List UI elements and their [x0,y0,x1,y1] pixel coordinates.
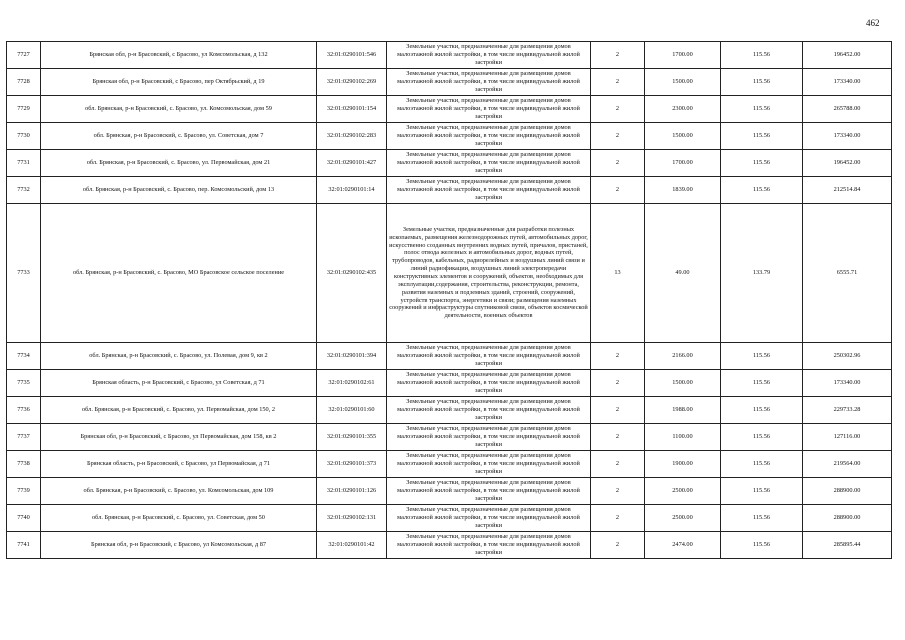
land-use-cell: Земельные участки, предназначенные для размещения домов малоэтажной жилой застройки, в том числе индивидуальной жилой застройки [387,478,591,505]
address-cell: Брянская обл, р-н Брасовский, с Брасово, ул Комсомольская, д 132 [41,42,317,69]
table-row [7,451,892,478]
address-cell: обл. Брянская, р-н Брасовский, с. Брасово, пер. Комсомольский, дом 13 [41,177,317,204]
table-row [7,123,892,150]
cadastral-number-cell: 32:01:0290101:394 [317,343,387,370]
category-code-cell: 2 [591,505,645,532]
cadastral-value-cell: 285895.44 [803,532,892,559]
land-use-cell: Земельные участки, предназначенные для разработки полезных ископаемых, размещения железнодорожных путей, автомобильных дорог, искусственно созданных внутренних водных путей, причалов, пристаней, полос отвода железных и автомобильных дорог, водных путей, трубопроводов, кабельных, радиорелейных и воздушных линий связи и линий радиофикации, воздушных линий электропередачи конструктивных элементов и сооружений, объектов, необходимых для эксплуатации,содержания, строительства, реконструкции, ремонта, развития наземных и подземных зданий, строений, сооружений, устройств транспорта, энергетики и связи; размещения наземных сооружений и инфраструктуры спутниковой связи, объектов космической деятельности, военных объектов [387,204,591,343]
category-code-cell: 2 [591,150,645,177]
row-number: 7728 [7,69,41,96]
specific-value-cell: 115.56 [721,397,803,424]
land-use-cell: Земельные участки, предназначенные для размещения домов малоэтажной жилой застройки, в том числе индивидуальной жилой застройки [387,532,591,559]
address-cell: обл. Брянская, р-н Брасовский, с. Брасово, ул. Комсомольская, дом 59 [41,96,317,123]
table-row [7,505,892,532]
cadastral-value-cell: 229733.28 [803,397,892,424]
land-use-cell: Земельные участки, предназначенные для размещения домов малоэтажной жилой застройки, в том числе индивидуальной жилой застройки [387,370,591,397]
cadastral-number-cell: 32:01:0290101:373 [317,451,387,478]
table-row [7,150,892,177]
cadastral-value-cell: 196452.00 [803,42,892,69]
address-cell: Брянская обл, р-н Брасовский, с Брасово, ул Комсомольская, д 87 [41,532,317,559]
cadastral-value-cell: 250302.96 [803,343,892,370]
cadastral-value-cell: 127116.00 [803,424,892,451]
table-row [7,42,892,69]
land-use-cell: Земельные участки, предназначенные для размещения домов малоэтажной жилой застройки, в том числе индивидуальной жилой застройки [387,343,591,370]
cadastral-number-cell: 32:01:0290102:283 [317,123,387,150]
category-code-cell: 2 [591,397,645,424]
area-cell: 2500.00 [645,505,721,532]
cadastral-number-cell: 32:01:0290102:61 [317,370,387,397]
cadastral-number-cell: 32:01:0290101:154 [317,96,387,123]
category-code-cell: 2 [591,478,645,505]
table-row [7,343,892,370]
table-row [7,478,892,505]
cadastral-number-cell: 32:01:0290102:269 [317,69,387,96]
row-number: 7727 [7,42,41,69]
specific-value-cell: 115.56 [721,505,803,532]
area-cell: 1500.00 [645,69,721,96]
specific-value-cell: 115.56 [721,177,803,204]
table-row [7,177,892,204]
table-row [7,532,892,559]
specific-value-cell: 115.56 [721,69,803,96]
category-code-cell: 2 [591,177,645,204]
area-cell: 1100.00 [645,424,721,451]
row-number: 7741 [7,532,41,559]
specific-value-cell: 115.56 [721,424,803,451]
table-row [7,69,892,96]
area-cell: 1700.00 [645,150,721,177]
land-use-cell: Земельные участки, предназначенные для размещения домов малоэтажной жилой застройки, в том числе индивидуальной жилой застройки [387,69,591,96]
land-use-cell: Земельные участки, предназначенные для размещения домов малоэтажной жилой застройки, в том числе индивидуальной жилой застройки [387,42,591,69]
address-cell: обл. Брянская, р-н Брасовский, с. Брасово, ул. Комсомольская, дом 109 [41,478,317,505]
area-cell: 1700.00 [645,42,721,69]
row-number: 7733 [7,204,41,343]
cadastral-value-cell: 173340.00 [803,370,892,397]
address-cell: Брянская область, р-н Брасовский, с Брасово, ул Советская, д 71 [41,370,317,397]
cadastral-number-cell: 32:01:0290102:435 [317,204,387,343]
cadastral-number-cell: 32:01:0290101:14 [317,177,387,204]
cadastral-value-cell: 265788.00 [803,96,892,123]
specific-value-cell: 115.56 [721,343,803,370]
specific-value-cell: 115.56 [721,123,803,150]
area-cell: 1988.00 [645,397,721,424]
category-code-cell: 2 [591,343,645,370]
cadastral-number-cell: 32:01:0290101:42 [317,532,387,559]
area-cell: 49.00 [645,204,721,343]
cadastral-number-cell: 32:01:0290101:546 [317,42,387,69]
cadastral-value-cell: 219564.00 [803,451,892,478]
specific-value-cell: 115.56 [721,478,803,505]
cadastral-number-cell: 32:01:0290101:126 [317,478,387,505]
table-row [7,370,892,397]
specific-value-cell: 115.56 [721,532,803,559]
specific-value-cell: 115.56 [721,150,803,177]
specific-value-cell: 115.56 [721,96,803,123]
area-cell: 1500.00 [645,370,721,397]
category-code-cell: 2 [591,370,645,397]
address-cell: обл. Брянская, р-н Брасовский, с. Брасово, ул. Первомайская, дом 21 [41,150,317,177]
area-cell: 1839.00 [645,177,721,204]
cadastral-value-cell: 173340.00 [803,123,892,150]
specific-value-cell: 115.56 [721,370,803,397]
page-number: 462 [866,18,880,28]
address-cell: Брянская обл, р-н Брасовский, с Брасово, пер Октябрьский, д 19 [41,69,317,96]
cadastral-number-cell: 32:01:0290101:427 [317,150,387,177]
category-code-cell: 2 [591,69,645,96]
table-row [7,204,892,343]
table-row [7,96,892,123]
land-use-cell: Земельные участки, предназначенные для размещения домов малоэтажной жилой застройки, в том числе индивидуальной жилой застройки [387,96,591,123]
land-use-cell: Земельные участки, предназначенные для размещения домов малоэтажной жилой застройки, в том числе индивидуальной жилой застройки [387,177,591,204]
area-cell: 1900.00 [645,451,721,478]
cadastral-number-cell: 32:01:0290101:60 [317,397,387,424]
area-cell: 2474.00 [645,532,721,559]
row-number: 7732 [7,177,41,204]
row-number: 7734 [7,343,41,370]
row-number: 7731 [7,150,41,177]
specific-value-cell: 133.79 [721,204,803,343]
row-number: 7739 [7,478,41,505]
cadastral-number-cell: 32:01:0290102:131 [317,505,387,532]
row-number: 7737 [7,424,41,451]
row-number: 7738 [7,451,41,478]
area-cell: 2300.00 [645,96,721,123]
area-cell: 2500.00 [645,478,721,505]
category-code-cell: 2 [591,451,645,478]
table-body [7,42,892,559]
land-use-cell: Земельные участки, предназначенные для размещения домов малоэтажной жилой застройки, в том числе индивидуальной жилой застройки [387,451,591,478]
specific-value-cell: 115.56 [721,42,803,69]
cadastral-value-cell: 6555.71 [803,204,892,343]
cadastral-value-cell: 212514.84 [803,177,892,204]
category-code-cell: 2 [591,96,645,123]
cadastral-value-cell: 288900.00 [803,478,892,505]
address-cell: обл. Брянская, р-н Брасовский, с. Брасово, ул. Советская, дом 7 [41,123,317,150]
land-use-cell: Земельные участки, предназначенные для размещения домов малоэтажной жилой застройки, в том числе индивидуальной жилой застройки [387,424,591,451]
category-code-cell: 2 [591,42,645,69]
row-number: 7729 [7,96,41,123]
area-cell: 2166.00 [645,343,721,370]
address-cell: Брянская область, р-н Брасовский, с Брасово, ул Первомайская, д 71 [41,451,317,478]
row-number: 7730 [7,123,41,150]
address-cell: обл. Брянская, р-н Брасовский, с. Брасово, ул. Первомайская, дом 150, 2 [41,397,317,424]
cadastral-number-cell: 32:01:0290101:355 [317,424,387,451]
row-number: 7740 [7,505,41,532]
land-use-cell: Земельные участки, предназначенные для размещения домов малоэтажной жилой застройки, в том числе индивидуальной жилой застройки [387,397,591,424]
table-row [7,397,892,424]
specific-value-cell: 115.56 [721,451,803,478]
table-row [7,424,892,451]
row-number: 7735 [7,370,41,397]
address-cell: обл. Брянская, р-н Брасовский, с. Брасово, ул. Полевая, дом 9, кв 2 [41,343,317,370]
land-registry-table [6,41,892,559]
cadastral-value-cell: 196452.00 [803,150,892,177]
cadastral-value-cell: 288900.00 [803,505,892,532]
address-cell: Брянская обл, р-н Брасовский, с Брасово, ул Первомайская, дом 158, кв 2 [41,424,317,451]
land-use-cell: Земельные участки, предназначенные для размещения домов малоэтажной жилой застройки, в том числе индивидуальной жилой застройки [387,123,591,150]
cadastral-value-cell: 173340.00 [803,69,892,96]
row-number: 7736 [7,397,41,424]
category-code-cell: 2 [591,532,645,559]
address-cell: обл. Брянская, р-н Брасовский, с. Брасово, ул. Советская, дом 50 [41,505,317,532]
land-use-cell: Земельные участки, предназначенные для размещения домов малоэтажной жилой застройки, в том числе индивидуальной жилой застройки [387,150,591,177]
category-code-cell: 2 [591,123,645,150]
category-code-cell: 2 [591,424,645,451]
land-use-cell: Земельные участки, предназначенные для размещения домов малоэтажной жилой застройки, в том числе индивидуальной жилой застройки [387,505,591,532]
address-cell: обл. Брянская, р-н Брасовский, с. Брасово, МО Брасовское сельское поселение [41,204,317,343]
area-cell: 1500.00 [645,123,721,150]
category-code-cell: 13 [591,204,645,343]
